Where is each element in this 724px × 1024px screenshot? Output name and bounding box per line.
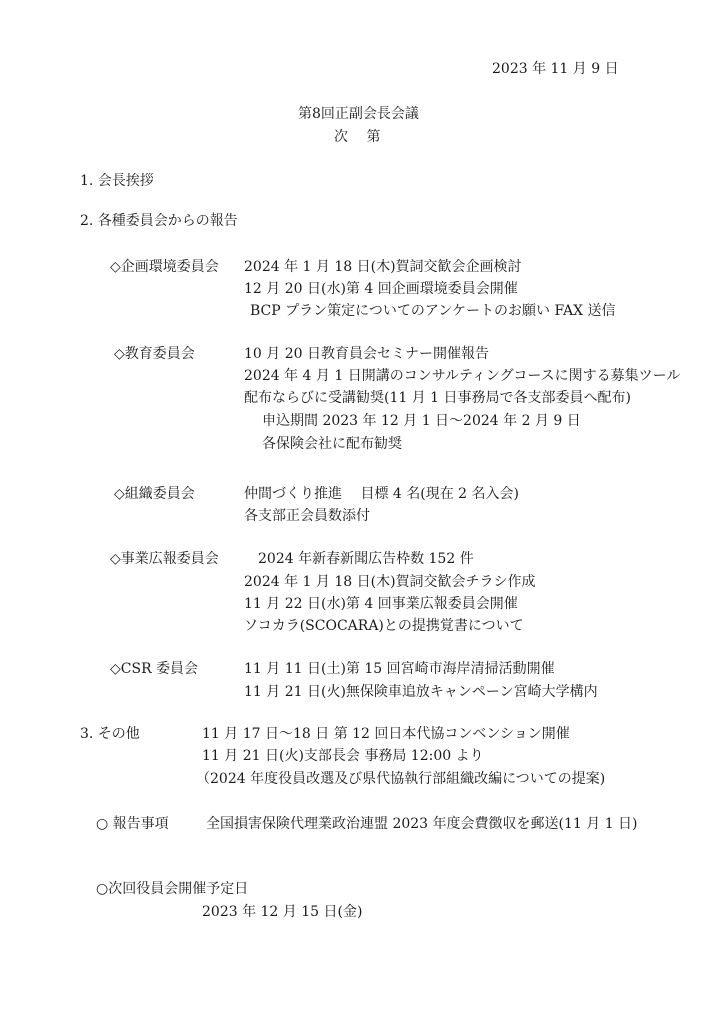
committee-kyoiku-line: 10 月 20 日教育員会セミナー開催報告	[244, 346, 489, 362]
next-meeting-label: ○次回役員会開催予定日	[96, 881, 249, 897]
committee-kyoiku-line: 配布ならびに受講勧奨(11 月 1 日事務局で各支部委員へ配布)	[244, 390, 631, 406]
committee-jigyo-line: ソコカラ(SCOCARA)との提携覚書について	[244, 618, 524, 634]
item-3-line: 11 月 21 日(火)支部長会 事務局 12:00 より	[202, 748, 484, 764]
report-text: 全国損害保険代理業政治連盟 2023 年度会費徴収を郵送(11 月 1 日)	[206, 816, 638, 832]
committee-kikaku-line: 2024 年 1 月 18 日(木)賀詞交歓会企画検討	[244, 259, 522, 275]
item-3-label: 3. その他	[80, 726, 140, 742]
committee-csr-line: 11 月 11 日(土)第 15 回宮崎市海岸清掃活動開催	[244, 661, 555, 677]
committee-jigyo-label: ◇事業広報委員会	[110, 551, 219, 567]
committee-kikaku-line: 12 月 20 日(水)第 4 回企画環境委員会開催	[244, 281, 518, 297]
document-date: 2023 年 11 月 9 日	[492, 61, 619, 77]
committee-kyoiku-line: 2024 年 4 月 1 日開講のコンサルティングコースに関する募集ツール	[244, 368, 681, 384]
committee-soshiki-label: ◇組織委員会	[114, 486, 195, 502]
item-3-line: 11 月 17 日～18 日 第 12 回日本代協コンベンション開催	[202, 726, 570, 742]
committee-soshiki-line: 各支部正会員数添付	[244, 508, 370, 524]
committee-csr-label: ◇CSR 委員会	[110, 661, 199, 677]
item-2-heading: 2. 各種委員会からの報告	[80, 213, 238, 229]
committee-jigyo-line: 2024 年 1 月 18 日(木)賀詞交歓会チラシ作成	[244, 574, 536, 590]
report-label: ○ 報告事項	[96, 816, 169, 832]
committee-kikaku-line: BCP プラン策定についてのアンケートのお願い FAX 送信	[250, 303, 616, 319]
committee-soshiki-line: 仲間づくり推進 目標 4 名(現在 2 名入会)	[244, 486, 519, 502]
committee-kyoiku-label: ◇教育委員会	[114, 346, 195, 362]
committee-jigyo-line: 11 月 22 日(水)第 4 回事業広報委員会開催	[244, 596, 518, 612]
committee-kikaku-label: ◇企画環境委員会	[110, 259, 219, 275]
item-3-line: （2024 年度役員改選及び県代協執行部組織改編についての提案)	[196, 771, 606, 787]
committee-csr-line: 11 月 21 日(火)無保険車追放キャンペーン宮崎大学構内	[244, 684, 598, 700]
committee-kyoiku-line: 各保険会社に配布勧奨	[262, 436, 402, 452]
item-1-greeting: 1. 会長挨拶	[80, 173, 154, 189]
committee-jigyo-line: 2024 年新春新聞広告枠数 152 件	[258, 551, 474, 567]
meeting-title: 第8回正副会長会議	[298, 106, 419, 122]
committee-kyoiku-line: 申込期間 2023 年 12 月 1 日～2024 年 2 月 9 日	[262, 413, 581, 429]
agenda-heading: 次 第	[334, 129, 381, 145]
next-meeting-date: 2023 年 12 月 15 日(金)	[202, 904, 363, 920]
